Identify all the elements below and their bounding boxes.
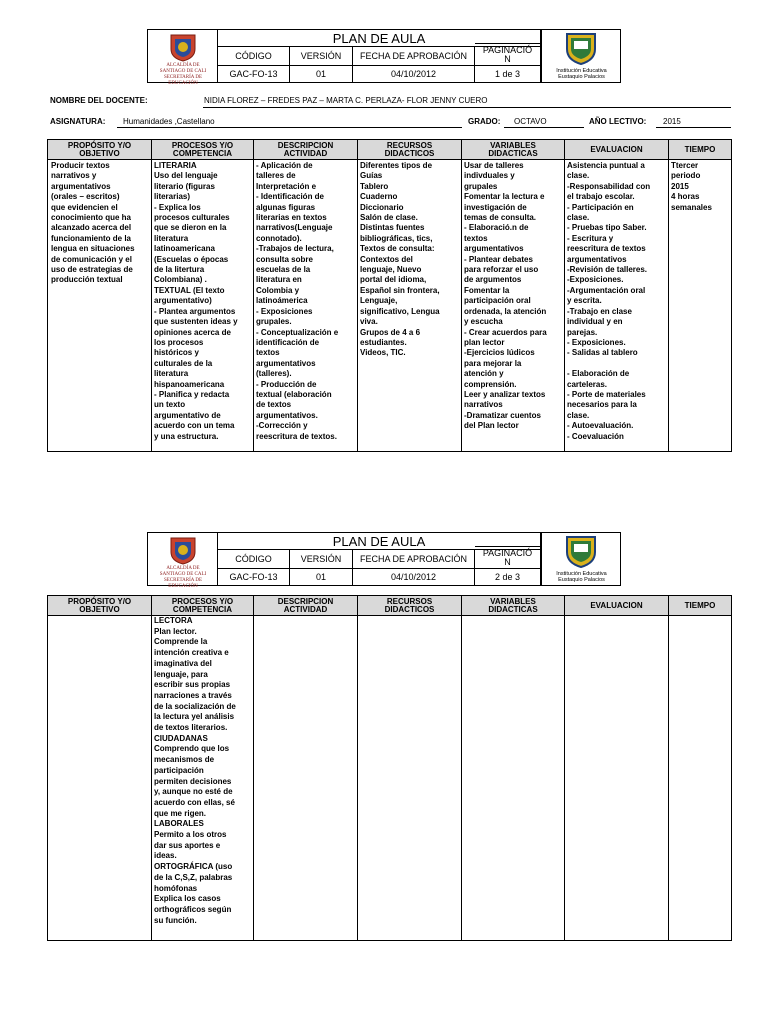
col-version-label: VERSIÓN (290, 47, 353, 66)
plan-table-page2 (47, 595, 732, 941)
column-header-proposito: PROPÓSITO Y/O OBJETIVO (48, 140, 152, 160)
column-header-tiempo: TIEMPO (669, 596, 731, 616)
school-shield-icon (564, 534, 598, 568)
cali-crest-icon (167, 535, 199, 565)
alcaldia-logo-text: ALCALDÍA DE SANTIAGO DE CALI SECRETARÍA DE EDUCACIÓN (159, 63, 207, 86)
column-header-procesos: PROCESOS Y/O COMPETENCIA (152, 596, 254, 616)
anio-lectivo-label: AÑO LECTIVO: (589, 117, 647, 126)
column-divider (48, 596, 152, 940)
grado-underline (504, 127, 584, 128)
column-header-evaluacion: EVALUACION (565, 596, 669, 616)
asignatura-label: ASIGNATURA: (50, 117, 106, 126)
cell-evaluacion: Asistencia puntual a clase. -Responsabilidad con el trabajo escolar. - Participación en clase. - Pruebas tipo Saber. - Escritura y reescritura de textos argumentativos -Revisión de talleres. -Exposiciones. -Argumentación oral y escrita. -Trabajo en clase individual y en parejas. - Exposiciones. - Salidas al tablero - Elaboración de carteleras. - Porte de materiales necesarios para la clase. - Autoevaluación. - Coevaluación (567, 161, 651, 441)
institucion-logo-text: Institución Educativa Eustaquio Palacios (556, 571, 607, 583)
column-divider (565, 596, 669, 940)
document-header-page1 (147, 29, 621, 86)
col-paginacion-label: PAGINACIÓ N (475, 546, 541, 569)
institucion-logo (541, 533, 620, 585)
col-fecha-label: FECHA DE APROBACIÓN (353, 47, 475, 66)
cell-proposito: Producir textos narrativos y argumentativos (orales – escritos) que evidencien el conocimiento que ha alcanzado acerca del funcionamiento de la lengua en situaciones de comunicación y el uso de estrategias de producción textual (51, 161, 135, 285)
grado-label: GRADO: (468, 117, 501, 126)
column-header-proposito: PROPÓSITO Y/O OBJETIVO (48, 596, 152, 616)
version-value: 01 (290, 66, 353, 82)
document-header-page2 (147, 532, 621, 589)
plan-table-page1 (47, 139, 732, 452)
cell-variables: Usar de talleres indivduales y grupales Fomentar la lectura e investigación de temas de consulta. - Elaboració.n de textos argumentativos - Plantear debates para reforzar el uso de argumentos Fomentar la participación oral ordenada, la atención y escucha - Crear acuerdos para plan lector -Ejercicios lúdicos para mejorar la atención y comprensión. Leer y analizar textos narrativos -Dramatizar cuentos del Plan lector (464, 161, 547, 431)
school-shield-icon (564, 31, 598, 65)
col-codigo-label: CÓDIGO (218, 550, 290, 569)
column-header-recursos: RECURSOS DIDACTICOS (358, 140, 462, 160)
alcaldia-logo-text: ALCALDÍA DE SANTIAGO DE CALI SECRETARÍA DE EDUCACIÓN (159, 566, 207, 589)
cell-recursos: Diferentes tipos de Guías Tablero Cuaderno Diccionario Salón de clase. Distintas fuentes bibliográficas, tics, Textos de consulta: Contextos del lenguaje, Nuevo portal del idioma, Español sin frontera, Lenguaje, significativo, Lengua viva. Grupos de 4 a 6 estudiantes. Videos, TIC. (360, 161, 440, 358)
col-paginacion-label: PAGINACIÓ N (475, 43, 541, 66)
column-header-procesos: PROCESOS Y/O COMPETENCIA (152, 140, 254, 160)
anio-lectivo-value: 2015 (663, 117, 681, 126)
page-title: PLAN DE AULA (218, 30, 541, 47)
cell-descripcion: - Aplicación de talleres de Interpretación e - Identificación de algunas figuras literarias en textos narrativos(Lenguaje connotado). -Trabajos de lectura, consulta sobre escuelas de la literatura en Colombia y latinoámerica - Exposiciones grupales. - Conceptualización e identificación de textos argumentativos (talleres). - Producción de textual (elaboración de textos argumentativos. -Corrección y reescritura de textos. (256, 161, 339, 441)
alcaldia-logo (148, 30, 218, 86)
column-header-tiempo: TIEMPO (669, 140, 731, 160)
column-divider (358, 596, 462, 940)
column-divider (462, 596, 565, 940)
column-header-descripcion: DESCRIPCION ACTIVIDAD (254, 140, 358, 160)
fecha-value: 04/10/2012 (353, 569, 475, 585)
asignatura-underline (117, 127, 462, 128)
cell-tiempo: Ttercer periodo 2015 4 horas semanales (671, 161, 712, 212)
cell-procesos-page2: LECTORA Plan lector. Comprende la intención creativa e imaginativa del lenguaje, para escribir sus propias narraciones a través de la socialización de la lectura yel análisis de textos literarios. CIUDADANAS Comprendo que los mecanismos de participación permiten decisiones y, aunque no esté de acuerdo con ellas, sé que me rigen. LABORALES Permito a los otros dar sus aportes e ideas. ORTOGRÁFICA (uso de la C,S,Z, palabras homófonas Explica los casos orthográficos según su función. (154, 616, 236, 925)
column-header-variables: VARIABLES DIDACTICAS (462, 596, 565, 616)
col-version-label: VERSIÓN (290, 550, 353, 569)
fecha-value: 04/10/2012 (353, 66, 475, 82)
cali-crest-icon (167, 32, 199, 62)
docente-value: NIDIA FLOREZ – FREDES PAZ – MARTA C. PERLAZA- FLOR JENNY CUERO (204, 96, 488, 105)
cell-procesos: LITERARIA Uso del lenguaje literario (figuras literarias) - Explica los procesos culturales que se dieron en la literatura latinoamericana (Escuelas o épocas de la litertura Colombiana) . TEXTUAL (El texto argumentativo) - Plantea argumentos que sustenten ideas y opiniones acerca de los procesos históricos y culturales de la literatura hispanoamericana - Planifica y redacta un texto argumentativo de acuerdo con un tema y una estructura. (154, 161, 238, 441)
anio-lectivo-underline (656, 127, 731, 128)
column-header-variables: VARIABLES DIDACTICAS (462, 140, 565, 160)
column-header-evaluacion: EVALUACION (565, 140, 669, 160)
paginacion-value: 1 de 3 (475, 66, 541, 82)
column-header-descripcion: DESCRIPCION ACTIVIDAD (254, 596, 358, 616)
page-title: PLAN DE AULA (218, 533, 541, 550)
version-value: 01 (290, 569, 353, 585)
col-fecha-label: FECHA DE APROBACIÓN (353, 550, 475, 569)
asignatura-value: Humanidades ,Castellano (123, 117, 215, 126)
docente-underline (203, 107, 731, 108)
codigo-value: GAC-FO-13 (218, 66, 290, 82)
column-divider (254, 596, 358, 940)
column-header-recursos: RECURSOS DIDACTICOS (358, 596, 462, 616)
docente-label: NOMBRE DEL DOCENTE: (50, 96, 148, 105)
institucion-logo (541, 30, 620, 82)
alcaldia-logo (148, 533, 218, 589)
paginacion-value: 2 de 3 (475, 569, 541, 585)
grado-value: OCTAVO (514, 117, 547, 126)
institucion-logo-text: Institución Educativa Eustaquio Palacios (556, 68, 607, 80)
col-codigo-label: CÓDIGO (218, 47, 290, 66)
codigo-value: GAC-FO-13 (218, 569, 290, 585)
